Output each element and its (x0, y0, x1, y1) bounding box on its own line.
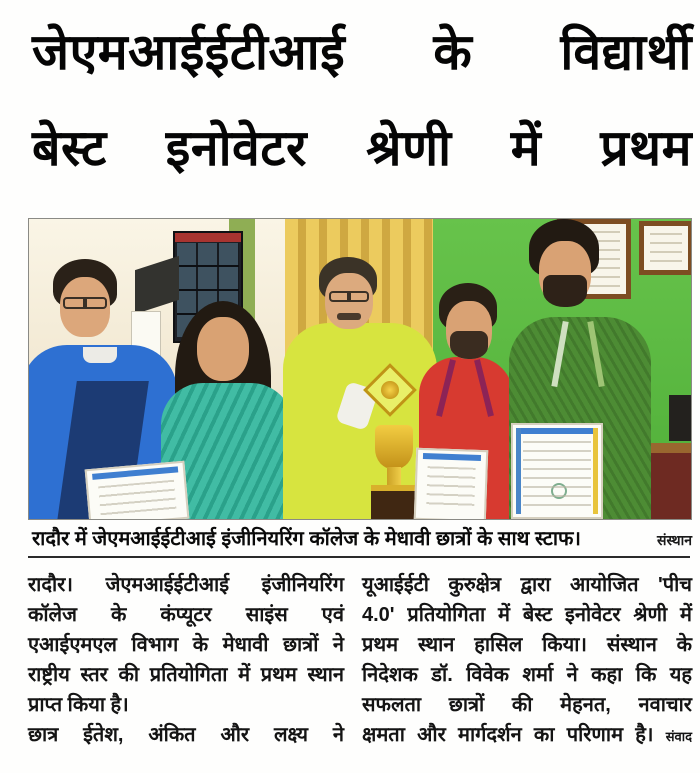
article-column-left (28, 570, 344, 750)
person-1-glasses (63, 297, 107, 309)
body-line: सफलता छात्रों की मेहनत, नवाचार (362, 694, 692, 716)
body-line: कॉलेज के कंप्यूटर साइंस एवं (28, 604, 344, 626)
body-line: निदेशक डॉ. विवेक शर्मा ने कहा कि यह (362, 664, 692, 686)
headline-line-2: बेस्ट इनोवेटर श्रेणी में प्रथम (32, 120, 692, 176)
article-body (28, 570, 692, 750)
photo-caption-text: रादौर में जेएमआईईटीआई इंजीनियरिंग कॉलेज के मेधावी छात्रों के साथ स्टाफ। (32, 528, 582, 550)
body-line: यूआईईटी कुरुक्षेत्र द्वारा आयोजित 'पीच (362, 574, 692, 596)
certificate-3-seal (551, 483, 567, 499)
body-text: क्षमता और मार्गदर्शन का परिणाम है। (362, 724, 654, 746)
trophy-stem (387, 467, 401, 487)
office-equipment (669, 395, 692, 441)
certificate-2 (414, 448, 488, 520)
cctv-monitor-bar (175, 233, 241, 242)
trophy-emblem-center (381, 381, 399, 399)
person-2-face (197, 317, 249, 381)
caption-divider (28, 556, 690, 558)
certificate-1 (85, 461, 190, 520)
photo-caption (32, 524, 692, 552)
trophy-base (371, 485, 417, 520)
person-4-beard (450, 331, 488, 359)
headline (32, 4, 692, 196)
body-line: 4.0' प्रतियोगिता में बेस्ट इनोवेटर श्रेणी में (362, 604, 692, 626)
photo-caption-credit: संस्थान (657, 532, 692, 548)
certificate-3-yellow-strip (593, 428, 598, 514)
headline-line-1: जेएमआईईटीआई के विद्यार्थी (32, 24, 692, 80)
certificate-3 (511, 423, 603, 519)
body-line (362, 720, 692, 750)
article-column-right (362, 570, 692, 750)
body-line: राष्ट्रीय स्तर की प्रतियोगिता में प्रथम स्थान (28, 664, 344, 686)
article-credit: संवाद (665, 729, 692, 744)
person-3-glasses (329, 291, 369, 302)
body-line: एआईएमएल विभाग के मेधावी छात्रों ने (28, 634, 344, 656)
body-line: प्रथम स्थान हासिल किया। संस्थान के (362, 634, 692, 656)
photo-wall-frame-2 (639, 221, 692, 275)
body-line: प्राप्त किया है। (28, 694, 129, 716)
news-photo (28, 218, 692, 520)
body-text: जेएमआईईटीआई इंजीनियरिंग (105, 574, 344, 596)
person-5-beard (543, 275, 587, 307)
dateline: रादौर। (28, 574, 73, 596)
trophy-cup (375, 425, 413, 469)
certificate-3-blue-strip (516, 428, 521, 514)
person-3-mustache (337, 313, 361, 320)
body-line (28, 570, 344, 600)
body-line: छात्र ईतेश, अंकित और लक्ष्य ने (28, 724, 344, 746)
person-1-collar (83, 347, 117, 363)
